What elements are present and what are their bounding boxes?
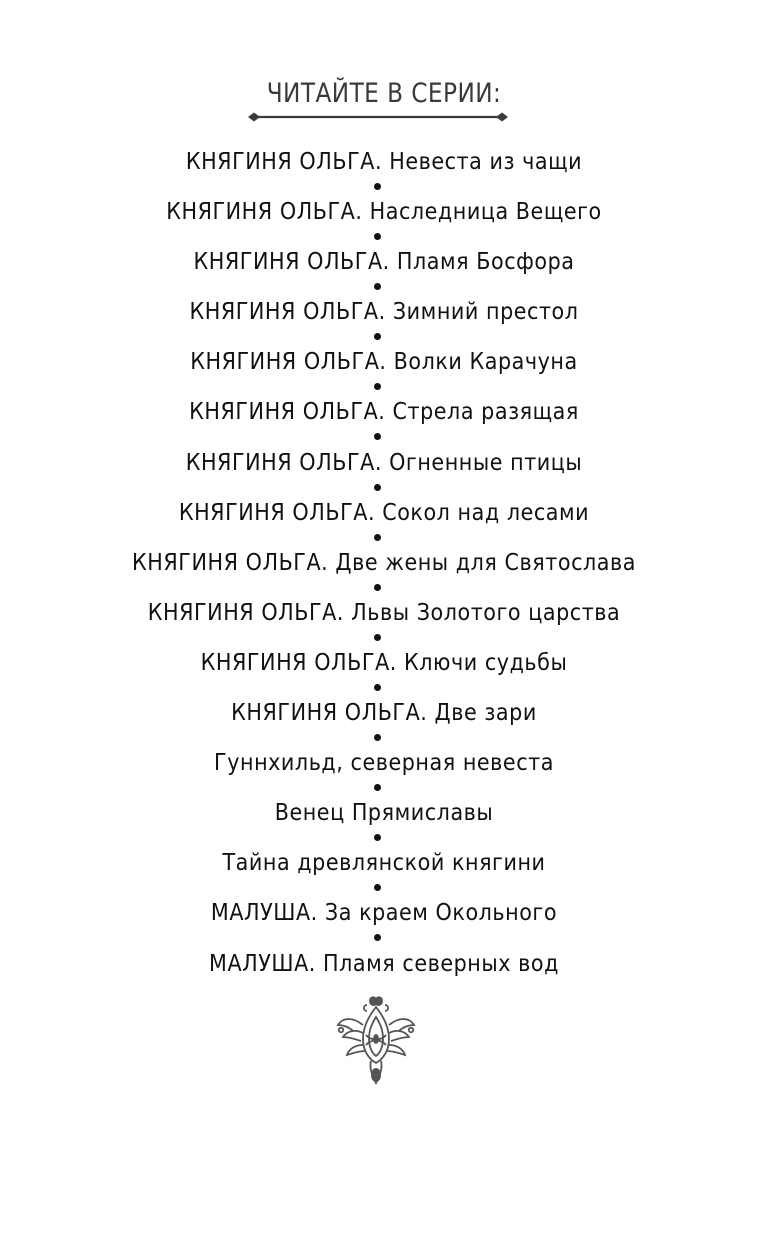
book-list [0, 143, 768, 995]
book-title: КНЯГИНЯ ОЛЬГА. Огненные птицы [185, 449, 583, 476]
book-title: КНЯГИНЯ ОЛЬГА. Стрела разящая [189, 399, 579, 426]
list-item [0, 343, 768, 393]
book-title: КНЯГИНЯ ОЛЬГА. Ключи судьбы [200, 649, 568, 676]
separator-dot [374, 534, 381, 541]
list-item [0, 494, 768, 544]
book-title: Гуннхильд, северная невеста [214, 750, 554, 777]
separator-dot [374, 233, 381, 240]
book-title: Венец Прямиславы [274, 800, 494, 827]
list-item [0, 945, 768, 995]
separator-dot [374, 584, 381, 591]
list-item [0, 444, 768, 494]
list-item [0, 143, 768, 193]
list-item [0, 193, 768, 243]
separator-dot [374, 734, 381, 741]
separator-dot [374, 383, 381, 390]
list-item [0, 393, 768, 443]
list-item [0, 644, 768, 694]
book-title: МАЛУША. За краем Окольного [210, 900, 558, 927]
separator-dot [374, 433, 381, 440]
list-item [0, 243, 768, 293]
separator-dot [374, 684, 381, 691]
book-title: КНЯГИНЯ ОЛЬГА. Невеста из чащи [185, 149, 583, 175]
list-item [0, 894, 768, 944]
separator-dot [374, 834, 381, 841]
book-title: КНЯГИНЯ ОЛЬГА. Пламя Босфора [193, 249, 575, 276]
separator-dot [374, 484, 381, 491]
separator-dot [374, 884, 381, 891]
book-title: КНЯГИНЯ ОЛЬГА. Волки Карачуна [190, 349, 578, 376]
heading-underline [248, 111, 508, 123]
separator-dot [374, 183, 381, 190]
series-heading: ЧИТАЙТЕ В СЕРИИ: [266, 78, 502, 109]
list-item [0, 844, 768, 894]
book-title: Тайна древлянской княгини [222, 850, 546, 877]
separator-dot [374, 333, 381, 340]
list-item [0, 694, 768, 744]
list-item [0, 544, 768, 594]
list-item [0, 594, 768, 644]
list-item [0, 744, 768, 794]
book-title: КНЯГИНЯ ОЛЬГА. Наследница Вещего [166, 199, 602, 226]
separator-dot [374, 283, 381, 290]
list-item [0, 293, 768, 343]
list-item [0, 794, 768, 844]
separator-dot [374, 934, 381, 941]
book-title: МАЛУША. Пламя северных вод [209, 950, 559, 977]
separator-dot [374, 784, 381, 791]
book-title: КНЯГИНЯ ОЛЬГА. Сокол над лесами [178, 499, 590, 526]
book-title: КНЯГИНЯ ОЛЬГА. Зимний престол [189, 299, 579, 326]
book-title: КНЯГИНЯ ОЛЬГА. Две жены для Святослава [132, 549, 636, 576]
separator-dot [374, 634, 381, 641]
book-title: КНЯГИНЯ ОЛЬГА. Львы Золотого царства [147, 599, 621, 626]
book-title: КНЯГИНЯ ОЛЬГА. Две зари [231, 700, 537, 727]
folk-ornament-icon [333, 995, 419, 1087]
